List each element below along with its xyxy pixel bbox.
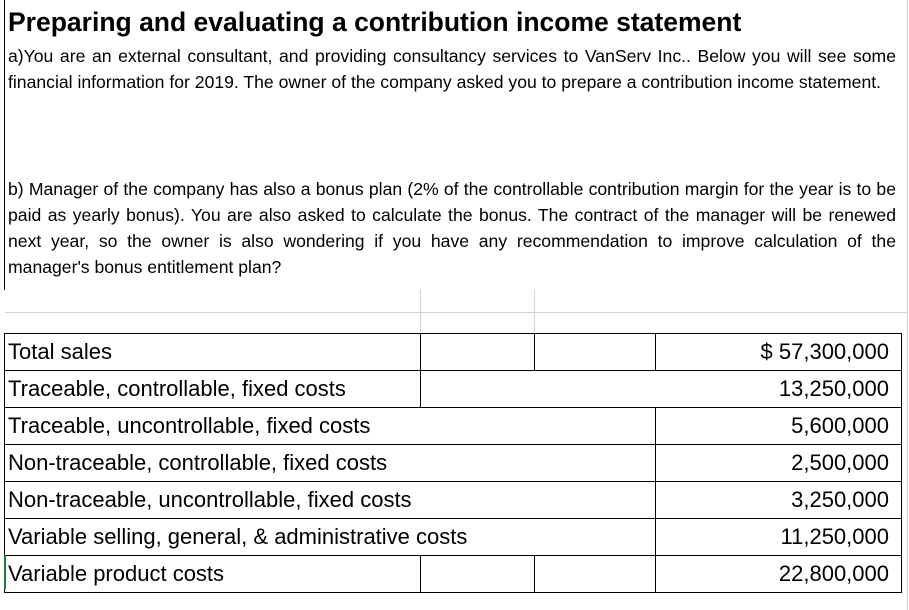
grid-line <box>5 312 907 313</box>
cell-empty[interactable] <box>535 371 656 408</box>
cell-amount[interactable]: 3,250,000 <box>656 482 902 519</box>
question-b-text: b) Manager of the company has also a bonus plan (2% of the controllable contribution margin for the year is to be paid as yearly bonus). You are also asked to calculate the bonus. The contract of the manager will be renewed next year, so the owner is also wondering if you have any recommendation to improve calculation of the manager's bonus entitlement plan? <box>8 179 896 277</box>
cell-label[interactable]: Traceable, uncontrollable, fixed costs <box>5 408 656 445</box>
cell-label[interactable]: Non-traceable, uncontrollable, fixed costs <box>5 482 656 519</box>
table-row <box>5 334 902 371</box>
cell-empty[interactable] <box>421 371 535 408</box>
cell-empty[interactable] <box>535 334 656 371</box>
cell-label[interactable]: Variable selling, general, & administrative costs <box>5 519 656 556</box>
cell-amount[interactable]: 2,500,000 <box>656 445 902 482</box>
table-row <box>5 371 902 408</box>
table-row <box>5 556 902 593</box>
financial-data-table <box>4 333 902 593</box>
table-row <box>5 408 902 445</box>
cell-amount[interactable]: 5,600,000 <box>656 408 902 445</box>
cell-selection-indicator <box>4 555 6 589</box>
cell-label[interactable]: Total sales <box>5 334 421 371</box>
cell-label[interactable]: Traceable, controllable, fixed costs <box>5 371 421 408</box>
text-box-border <box>4 0 5 290</box>
cell-empty[interactable] <box>421 556 535 593</box>
cell-amount[interactable]: 11,250,000 <box>656 519 902 556</box>
page-title: Preparing and evaluating a contribution income statement <box>8 7 742 37</box>
cell-empty[interactable] <box>421 334 535 371</box>
table-row <box>5 519 902 556</box>
table-row <box>5 445 902 482</box>
cell-label[interactable]: Variable product costs <box>5 556 421 593</box>
table-row <box>5 482 902 519</box>
cell-label[interactable]: Non-traceable, controllable, fixed costs <box>5 445 656 482</box>
grid-line <box>907 0 908 610</box>
cell-amount[interactable]: 22,800,000 <box>656 556 902 593</box>
cell-amount[interactable]: 13,250,000 <box>656 371 902 408</box>
cell-amount[interactable]: $ 57,300,000 <box>656 334 902 371</box>
question-a-text: a)You are an external consultant, and providing consultancy services to VanServ Inc.. Below you will see some financial information for 2019. The owner of the company asked you to prepare a contribution income statement. <box>8 46 896 92</box>
cell-empty[interactable] <box>535 556 656 593</box>
